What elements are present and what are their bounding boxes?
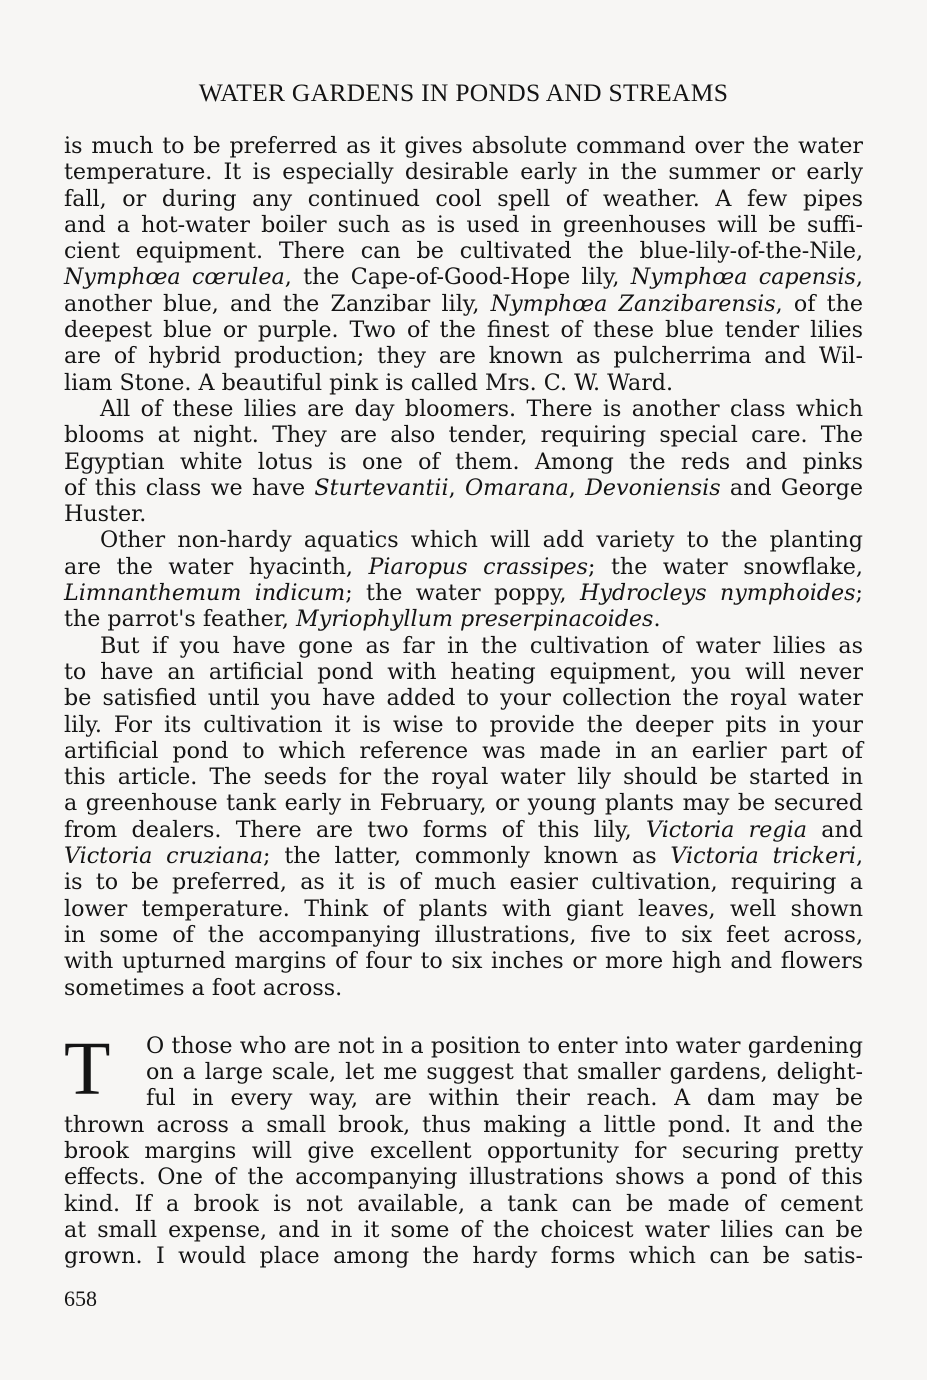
text-line: and a hot-water boiler such as is used in greenhouses will be suffi- — [64, 211, 863, 238]
text-line: on a large scale, let me suggest that smaller gardens, delight- — [146, 1059, 863, 1086]
page-number: 658 — [64, 1286, 97, 1311]
text-line: ful in every way, are within their reach. A dam may be — [146, 1085, 863, 1112]
text-line: O those who are not in a position to enter into water gardening — [146, 1032, 863, 1059]
text-line: a greenhouse tank early in February, or young plants may be secured — [64, 790, 863, 817]
text-line: be satisfied until you have added to your collection the royal water — [64, 685, 863, 712]
text-line: is much to be preferred as it gives absolute command over the water — [64, 133, 863, 159]
text-line: deepest blue or purple. Two of the finest of these blue tender lilies — [64, 317, 863, 344]
text-line: the parrot's feather, Myriophyllum preserpinacoides. — [64, 606, 661, 633]
text-line: Nymphœa cœrulea, the Cape-of-Good-Hope lily, Nymphœa capensis, — [64, 264, 863, 291]
text-line: temperature. It is especially desirable early in the summer or early — [64, 159, 863, 186]
text-line: brook margins will give excellent opportunity for securing pretty — [64, 1137, 863, 1164]
text-line: But if you have gone as far in the cultivation of water lilies as — [100, 632, 863, 659]
text-line: blooms at night. They are also tender, requiring special care. The — [64, 422, 863, 449]
text-line: are of hybrid production; they are known as pulcherrima and Wil- — [64, 343, 863, 370]
text-line: Victoria cruziana; the latter, commonly known as Victoria trickeri, — [64, 843, 863, 870]
section-gap — [64, 1001, 863, 1033]
text-line: cient equipment. There can be cultivated the blue-lily-of-the-Nile, — [64, 238, 863, 265]
text-line: is to be preferred, as it is of much easier cultivation, requiring a — [64, 869, 863, 896]
text-line: thrown across a small brook, thus making a little pond. It and the — [64, 1111, 863, 1138]
text-line: effects. One of the accompanying illustrations shows a pond of this — [64, 1164, 863, 1191]
text-line: lily. For its cultivation it is wise to provide the deeper pits in your — [64, 711, 863, 738]
text-line: fall, or during any continued cool spell of weather. A few pipes — [64, 185, 863, 212]
text-line: this article. The seeds for the royal water lily should be started in — [64, 764, 863, 791]
text-line: of this class we have Sturtevantii, Omarana, Devoniensis and George — [64, 474, 864, 501]
text-line: with upturned margins of four to six inches or more high and flowers — [64, 948, 863, 975]
text-line: sometimes a foot across. — [64, 974, 343, 1001]
text-line: are the water hyacinth, Piaropus crassipes; the water snowflake, — [64, 553, 863, 580]
text-line: artificial pond to which reference was made in an earlier part of — [64, 737, 863, 764]
text-line: to have an artificial pond with heating equipment, you will never — [64, 658, 863, 685]
text-line: liam Stone. A beautiful pink is called Mrs. C. W. Ward. — [64, 369, 674, 396]
body-text — [64, 133, 863, 1269]
running-header: WATER GARDENS IN PONDS AND STREAMS — [198, 78, 729, 107]
text-line: Huster. — [64, 501, 147, 528]
text-line: another blue, and the Zanzibar lily, Nymphœa Zanzibarensis, of the — [64, 290, 863, 317]
text-line: All of these lilies are day bloomers. There is another class which — [100, 395, 863, 422]
text-line: grown. I would place among the hardy forms which can be satis- — [64, 1243, 863, 1270]
text-line: Limnanthemum indicum; the water poppy, Hydrocleys nymphoides; — [64, 580, 863, 607]
text-line: Egyptian white lotus is one of them. Among the reds and pinks — [64, 448, 863, 475]
text-line: lower temperature. Think of plants with giant leaves, well shown — [64, 895, 863, 922]
text-line: from dealers. There are two forms of this lily, Victoria regia and — [64, 816, 863, 843]
text-line: Other non-hardy aquatics which will add variety to the planting — [100, 527, 863, 554]
text-line: at small expense, and in it some of the choicest water lilies can be — [64, 1216, 863, 1243]
drop-cap-letter: T — [64, 1026, 111, 1111]
dropcap-paragraph — [64, 1026, 863, 1270]
text-line: kind. If a brook is not available, a tank can be made of cement — [64, 1190, 863, 1217]
text-line: in some of the accompanying illustrations, five to six feet across, — [64, 921, 863, 948]
